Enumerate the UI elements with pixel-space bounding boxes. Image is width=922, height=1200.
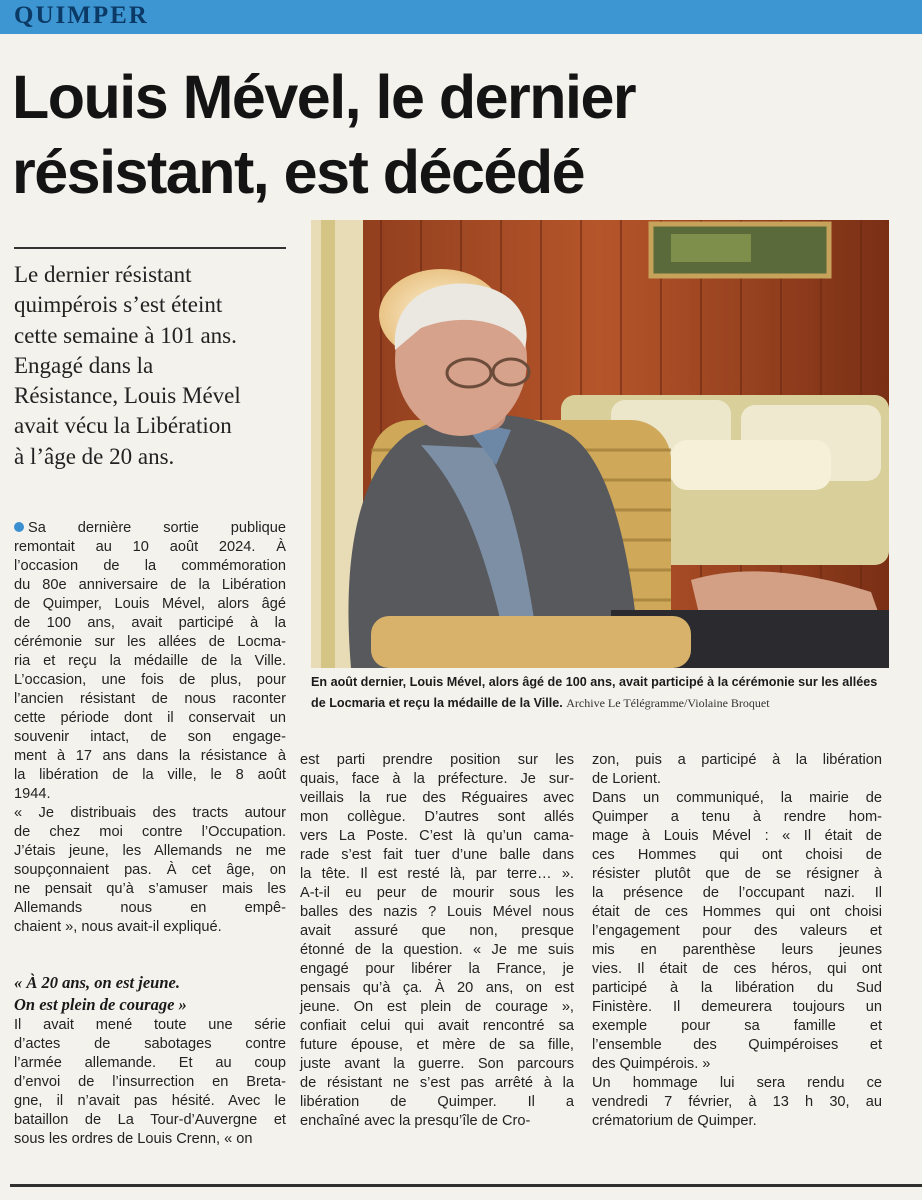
text-line: l’ancien résistant de nous raconter	[14, 691, 286, 707]
text-line: juste avant la guerre. Son parcours	[300, 1056, 574, 1072]
text-line: la présence de l’occupant nazi. Il	[592, 885, 882, 901]
headline-line-2: résistant, est décédé	[12, 138, 585, 206]
text-line: Quimper a tenu à rendre hom-	[592, 809, 882, 825]
text-line: J’étais jeune, les Allemands ne me	[14, 843, 286, 859]
text-line: Il avait mené toute une série	[14, 1017, 286, 1033]
text-line: de 100 ans, avait participé à la	[14, 615, 286, 631]
caption-text: En août dernier, Louis Mével, alors âgé de 100 ans, avait participé à la cérémonie sur les allées de Locmaria et reçu la médaille de la Ville.	[311, 675, 878, 710]
text-line: remontait au 10 août 2024. À	[14, 539, 286, 555]
text-line: L’occasion, une fois de plus, pour	[14, 672, 286, 688]
text-line: balles des nazis ? Louis Mével nous	[300, 904, 574, 920]
text-line: soupçonnaient pas. À cet âge, on	[14, 862, 286, 878]
text-line: « À 20 ans, on est jeune.	[14, 973, 180, 992]
text-line: quimpérois s’est éteint	[14, 292, 223, 318]
text-line: chaient », nous avait-il expliqué.	[14, 919, 222, 935]
text-line: résister plutôt que de se résigner à	[592, 866, 882, 882]
text-line: participé à la libération du Sud	[592, 980, 882, 996]
chapo-divider	[14, 247, 286, 249]
text-line: Finistère. Il demeurera toujours un	[592, 999, 882, 1015]
headline-line-1: Louis Mével, le dernier	[12, 63, 636, 131]
text-line: de résistant ne s’est pas arrêté à la	[300, 1075, 574, 1091]
text-line: Un hommage lui sera rendu ce	[592, 1075, 882, 1091]
text-line: à l’âge de 20 ans.	[14, 443, 175, 469]
text-line: engagé pour libérer la France, je	[300, 961, 574, 977]
photo-caption	[311, 672, 889, 714]
text-line: quais, face à la préfecture. Je sur-	[300, 771, 574, 787]
text-line: mon collègue. D’autres sont allés	[300, 809, 574, 825]
text-line: gne, il n’avait pas hésité. Avec le	[14, 1093, 286, 1109]
text-line: la tête. Il est resté là, par terre… ».	[300, 866, 574, 882]
text-line: souvenir intact, de son engage-	[14, 729, 286, 745]
text-line: exemple pour sa famille et	[592, 1018, 882, 1034]
bullet-dot-icon	[14, 522, 24, 532]
portrait-illustration	[311, 220, 889, 668]
text-line: zon, puis a participé à la libération	[592, 752, 882, 768]
text-line: la libération de la ville, le 8 août	[14, 767, 286, 783]
text-line: était de ces Hommes qui ont choisi	[592, 904, 882, 920]
text-line: Engagé dans la	[14, 352, 154, 378]
text-line: cette semaine à 101 ans.	[14, 322, 237, 348]
section-banner	[0, 0, 922, 34]
text-line: sous les ordres de Louis Crenn, « on	[14, 1131, 253, 1147]
text-line: rade s’est fait tuer d’une balle dans	[300, 847, 574, 863]
text-line: vendredi 7 février, à 13 h 30, au	[592, 1094, 882, 1110]
text-line: veillais la rue des Réguaires avec	[300, 790, 574, 806]
text-line: cette période dont il conservait un	[14, 710, 286, 726]
text-line: vies. Il était de ces héros, qui ont	[592, 961, 882, 977]
text-line: l’ensemble des Quimpéroises et	[592, 1037, 882, 1053]
text-line: ment à 17 ans dans la résistance à	[14, 748, 286, 764]
text-line: Dans un communiqué, la mairie de	[592, 790, 882, 806]
paragraph-hommage	[592, 1074, 882, 1131]
text-line: mage à Louis Mével : « Il était de	[592, 828, 882, 844]
text-line: ria et reçu la médaille de la Ville.	[14, 653, 286, 669]
text-line: est parti prendre position sur les	[300, 752, 574, 768]
article-column-3	[592, 751, 882, 1131]
page-bottom-rule	[10, 1184, 922, 1187]
paragraph-intro	[14, 519, 286, 804]
article-photo	[311, 220, 889, 668]
text-line: « Je distribuais des tracts autour	[14, 805, 286, 821]
text-line: du 80e anniversaire de la Libération	[14, 577, 286, 593]
text-line: avait assuré que non, presque	[300, 923, 574, 939]
standfirst	[14, 260, 294, 472]
text-line: pensais qu’à ça. À 20 ans, on est	[300, 980, 574, 996]
article-column-2	[300, 751, 574, 1131]
text-line: d’envoi de l’insurrection en Breta-	[14, 1074, 286, 1090]
text-line: d’actes de sabotages contre	[14, 1036, 286, 1052]
intertitle	[14, 972, 294, 1016]
text-line: l’armée allemande. Et au coup	[14, 1055, 286, 1071]
text-line: de chez moi contre l’Occupation.	[14, 824, 286, 840]
text-line: future épouse, et mère de sa fille,	[300, 1037, 574, 1053]
paragraph-sabotage	[14, 1016, 286, 1149]
article-column-1-continued	[14, 1016, 286, 1149]
text-line: jeune. On est plein de courage »,	[300, 999, 574, 1015]
text-line: Résistance, Louis Mével	[14, 383, 241, 409]
text-line: avait vécu la Libération	[14, 413, 232, 439]
text-line: cérémonie sur les allées de Locma-	[14, 634, 286, 650]
text-line: l’engagement pour des valeurs et	[592, 923, 882, 939]
text-line: étonné de la question. « Je me suis	[300, 942, 574, 958]
photo-credit: Archive Le Télégramme/Violaine Broquet	[566, 696, 770, 710]
text-line: crématorium de Quimper.	[592, 1113, 757, 1129]
text-line: On est plein de courage »	[14, 995, 187, 1014]
text-line: enchaîné avec la presqu’île de Cro-	[300, 1113, 531, 1129]
headline	[12, 60, 912, 210]
paragraph-communique	[592, 789, 882, 1074]
section-rubric: QUIMPER	[14, 2, 149, 29]
text-line: l’occasion de la commémoration	[14, 558, 286, 574]
text-line: A-t-il eu peur de mourir sous les	[300, 885, 574, 901]
text-line: vers La Poste. C’est là qu’un cama-	[300, 828, 574, 844]
text-line: ces Hommes qui ont choisi de	[592, 847, 882, 863]
text-line: Allemands nous en empê-	[14, 900, 286, 916]
text-line: Sa dernière sortie publique	[28, 520, 286, 536]
text-line-first	[14, 519, 286, 538]
text-line: confiait celui qui avait rencontré sa	[300, 1018, 574, 1034]
text-line: bataillon de La Tour-d’Auvergne et	[14, 1112, 286, 1128]
article-column-1	[14, 519, 286, 937]
text-line: Le dernier résistant	[14, 262, 192, 287]
paragraph-crozon	[592, 751, 882, 789]
text-line: ne pensait qu’à s’amuser mais les	[14, 881, 286, 897]
paragraph-quote-tracts	[14, 804, 286, 937]
text-line: des Quimpérois. »	[592, 1056, 711, 1072]
text-line: libération de Quimper. Il a	[300, 1094, 574, 1110]
text-line: de Lorient.	[592, 771, 661, 787]
text-line: mis en parenthèse leurs jeunes	[592, 942, 882, 958]
text-line: 1944.	[14, 786, 51, 802]
text-line: de Quimper, Louis Mével, alors âgé	[14, 596, 286, 612]
